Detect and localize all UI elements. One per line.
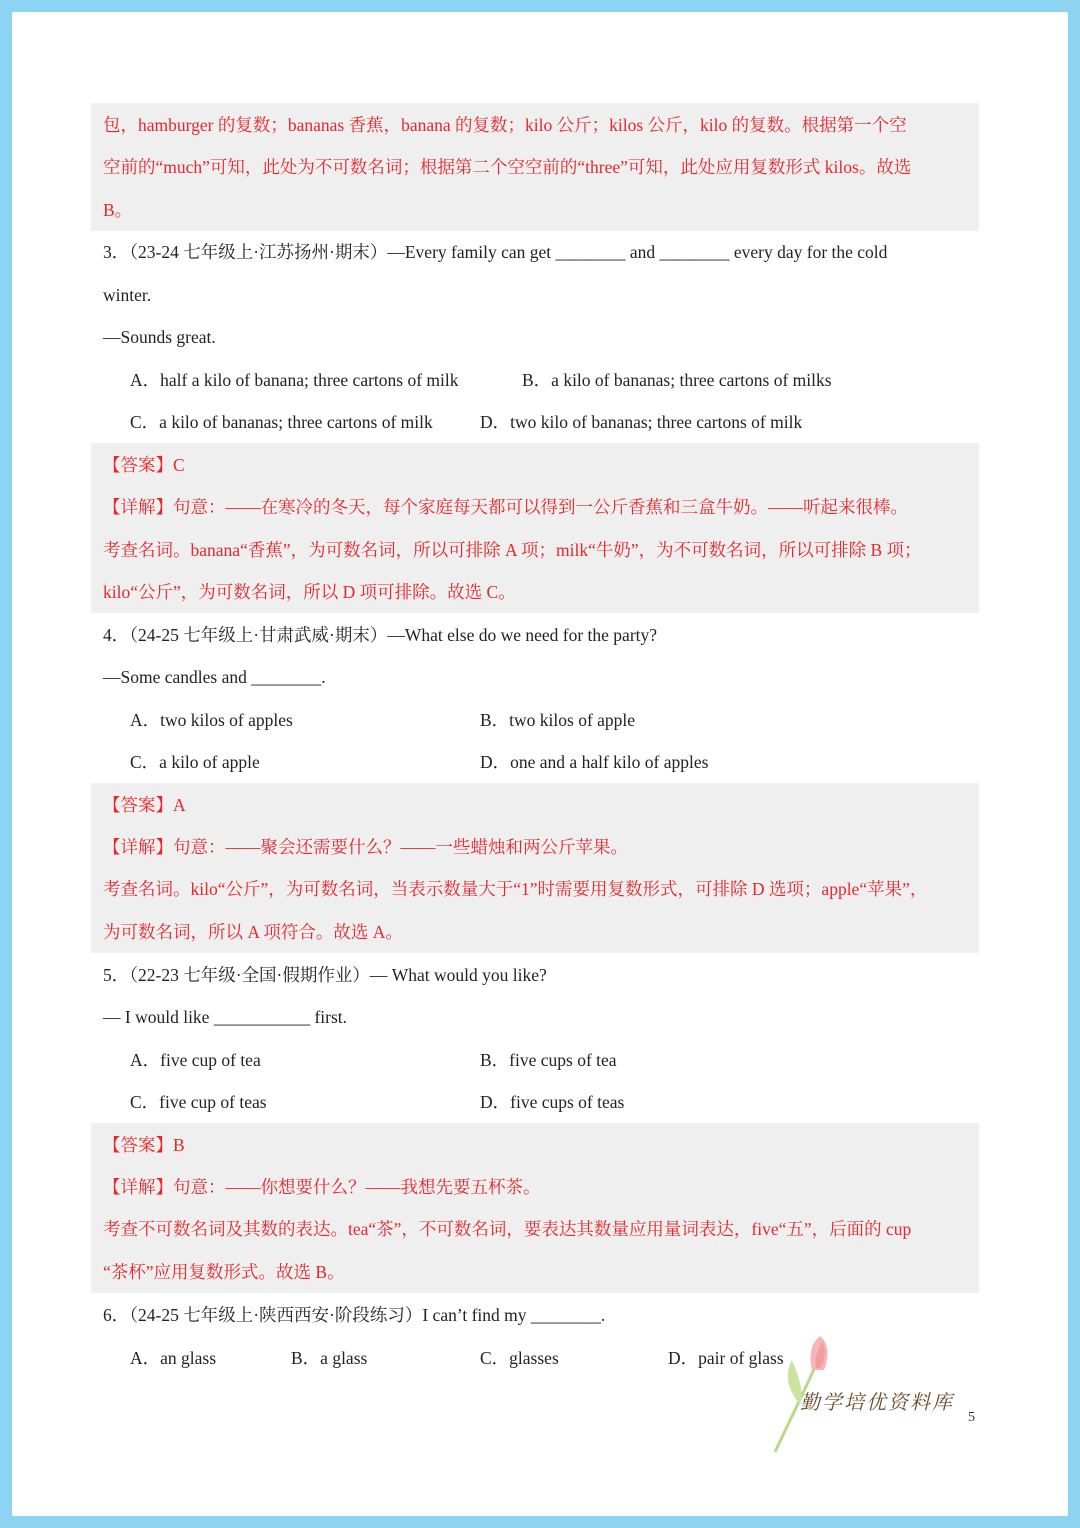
question-3-option-b[interactable]: B．a kilo of bananas; three cartons of milks xyxy=(522,370,832,390)
continuation-line: 包，hamburger 的复数；bananas 香蕉，banana 的复数；kilo 公斤；kilos 公斤，kilo 的复数。根据第一个空 xyxy=(103,115,907,135)
question-3-option-a[interactable]: A．half a kilo of banana; three cartons of milk xyxy=(130,370,459,390)
question-6-stem: 6．（24-25 七年级上·陕西西安·阶段练习）I can’t find my ________. xyxy=(103,1305,606,1325)
question-5-option-c[interactable]: C．five cup of teas xyxy=(130,1092,267,1112)
question-4-explanation: 为可数名词，所以 A 项符合。故选 A。 xyxy=(103,922,403,942)
question-3-stem: 3．（23-24 七年级上·江苏扬州·期末）—Every family can get ________ and ________ every day for the cold xyxy=(103,242,888,262)
question-4-option-b[interactable]: B．two kilos of apple xyxy=(480,710,636,730)
page-number: 5 xyxy=(968,1410,975,1425)
watermark-text: 勤学培优资料库 xyxy=(800,1390,954,1414)
question-4-dialog: —Some candles and ________. xyxy=(103,667,326,687)
question-5-explanation: 【详解】句意：——你想要什么？——我想先要五杯茶。 xyxy=(103,1177,541,1197)
continuation-line: B。 xyxy=(103,200,133,220)
question-5-option-a[interactable]: A．five cup of tea xyxy=(130,1050,261,1070)
question-4-stem: 4．（24-25 七年级上·甘肃武威·期末）—What else do we need for the party? xyxy=(103,625,658,645)
question-6-option-a[interactable]: A．an glass xyxy=(130,1348,217,1368)
question-4-explanation: 【详解】句意：——聚会还需要什么？——一些蜡烛和两公斤苹果。 xyxy=(103,837,628,857)
question-3-dialog: —Sounds great. xyxy=(103,327,216,347)
question-5-stem: 5．（22-23 七年级·全国·假期作业）— What would you like? xyxy=(103,965,547,985)
question-6-option-b[interactable]: B．a glass xyxy=(291,1348,368,1368)
question-5-option-b[interactable]: B．five cups of tea xyxy=(480,1050,617,1070)
question-4-explanation: 考查名词。kilo“公斤”，为可数名词，当表示数量大于“1”时需要用复数形式，可排除 D 选项；apple“苹果”， xyxy=(103,879,928,899)
question-5-answer: 【答案】B xyxy=(103,1135,185,1155)
question-3-explanation: kilo“公斤”，为可数名词，所以 D 项可排除。故选 C。 xyxy=(103,582,516,602)
question-4-answer: 【答案】A xyxy=(103,795,186,815)
question-4-option-c[interactable]: C．a kilo of apple xyxy=(130,752,260,772)
question-3-explanation: 考查名词。banana“香蕉”，为可数名词，所以可排除 A 项；milk“牛奶”，为不可数名词，所以可排除 B 项； xyxy=(103,540,922,560)
question-3-option-d[interactable]: D．two kilo of bananas; three cartons of milk xyxy=(480,412,803,432)
continuation-line: 空前的“much”可知，此处为不可数名词；根据第二个空空前的“three”可知，此处应用复数形式 kilos。故选 xyxy=(103,157,912,177)
question-5-dialog: — I would like ___________ first. xyxy=(103,1007,348,1027)
question-5-explanation: 考查不可数名词及其数的表达。tea“茶”，不可数名词，要表达其数量应用量词表达，five“五”，后面的 cup xyxy=(103,1219,912,1239)
question-4-option-a[interactable]: A．two kilos of apples xyxy=(130,710,293,730)
question-6-option-d[interactable]: D．pair of glass xyxy=(668,1348,784,1368)
question-5-explanation: “茶杯”应用复数形式。故选 B。 xyxy=(103,1262,345,1282)
question-3-explanation: 【详解】句意：——在寒冷的冬天，每个家庭每天都可以得到一公斤香蕉和三盒牛奶。——听起来很棒。 xyxy=(103,497,908,517)
question-3-stem-cont: winter. xyxy=(103,285,152,305)
question-6-option-c[interactable]: C．glasses xyxy=(480,1348,559,1368)
question-3-option-c[interactable]: C．a kilo of bananas; three cartons of milk xyxy=(130,412,433,432)
question-5-option-d[interactable]: D．five cups of teas xyxy=(480,1092,625,1112)
question-4-option-d[interactable]: D．one and a half kilo of apples xyxy=(480,752,709,772)
question-3-answer: 【答案】C xyxy=(103,455,185,475)
